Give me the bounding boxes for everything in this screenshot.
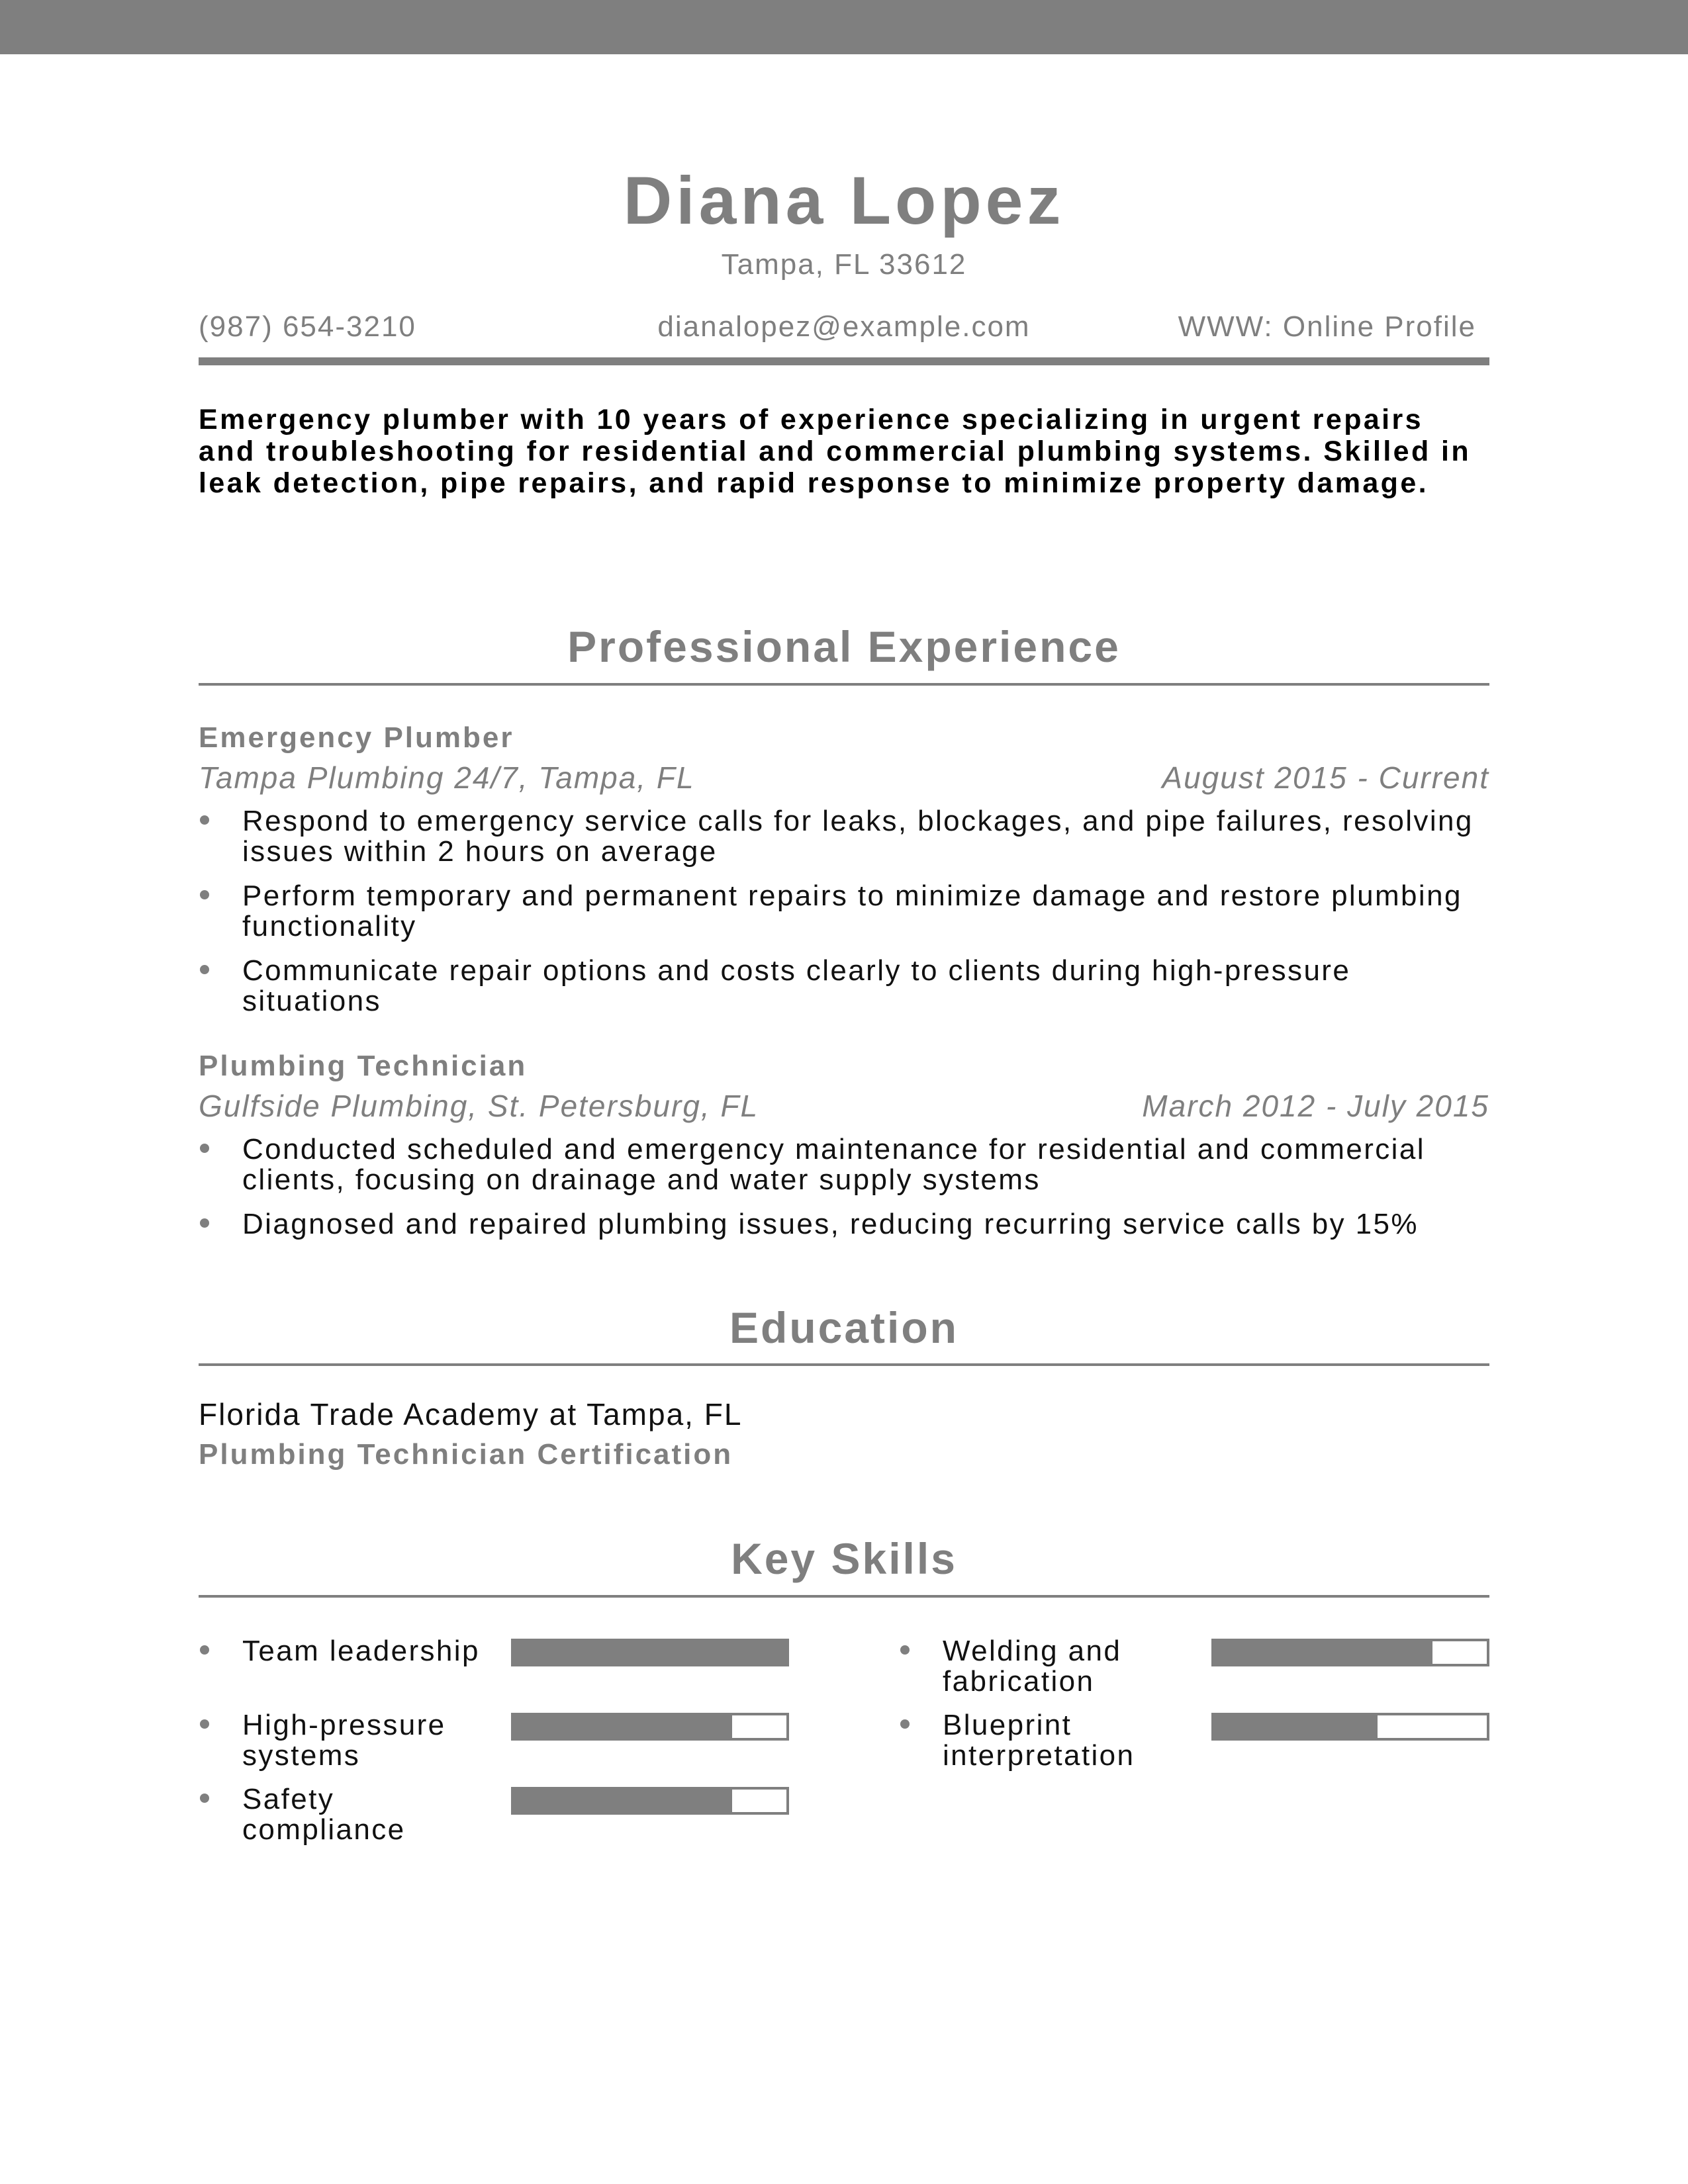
bullet-icon — [900, 1645, 910, 1655]
job-bullet — [199, 956, 1489, 1017]
education-divider — [199, 1363, 1489, 1366]
job-company: Gulfside Plumbing, St. Petersburg, FL — [199, 1089, 759, 1123]
job-title: Emergency Plumber — [199, 721, 514, 754]
email-link[interactable]: dianalopez@example.com — [657, 310, 1031, 343]
job-bullets — [199, 806, 1489, 1017]
skill-label: Blueprint interpretation — [943, 1709, 1135, 1772]
skill-level-fill — [1214, 1641, 1432, 1664]
job-bullets — [199, 1134, 1489, 1240]
skill-level-bar — [1211, 1639, 1489, 1666]
job-bullet-text: Conducted scheduled and emergency maintenance for residential and commercial clients, focusing on drainage and water supply systems — [242, 1133, 1425, 1196]
bullet-icon — [200, 1144, 209, 1153]
job-bullet — [199, 881, 1489, 942]
bullet-icon — [200, 1794, 209, 1803]
experience-heading: Professional Experience — [567, 622, 1121, 671]
job-title: Plumbing Technician — [199, 1050, 528, 1082]
job-bullet-text: Perform temporary and permanent repairs to minimize damage and restore plumbing functionality — [242, 880, 1462, 942]
job-bullet-text: Respond to emergency service calls for leaks, blockages, and pipe failures, resolving issues within 2 hours on average — [242, 805, 1474, 868]
candidate-name: Diana Lopez — [623, 163, 1065, 238]
bullet-icon — [900, 1719, 910, 1729]
skill-level-fill — [1214, 1715, 1378, 1738]
contact-row — [199, 312, 1489, 352]
skill-level-fill — [514, 1715, 732, 1738]
candidate-address: Tampa, FL 33612 — [721, 248, 967, 281]
skill-item — [899, 1710, 1495, 1776]
bullet-icon — [200, 890, 209, 899]
education-school: Florida Trade Academy at Tampa, FL — [199, 1397, 743, 1432]
skill-item — [199, 1710, 794, 1776]
job-dates: March 2012 - July 2015 — [1142, 1089, 1489, 1123]
bullet-icon — [200, 1218, 209, 1228]
skill-level-fill — [514, 1790, 732, 1812]
skill-label: Welding and fabrication — [943, 1635, 1122, 1698]
skill-level-bar — [511, 1713, 789, 1741]
skill-label: High-pressure systems — [242, 1709, 446, 1772]
job-meta — [199, 1085, 1489, 1126]
job-bullet-text: Communicate repair options and costs clearly to clients during high-pressure situations — [242, 954, 1351, 1017]
job-entry — [199, 719, 1489, 1030]
bullet-icon — [200, 1645, 209, 1655]
skill-level-bar — [1211, 1713, 1489, 1741]
education-heading: Education — [729, 1303, 959, 1352]
job-meta — [199, 757, 1489, 798]
skill-item — [899, 1636, 1495, 1702]
website-link[interactable]: WWW: Online Profile — [1178, 310, 1476, 343]
skill-level-bar — [511, 1639, 789, 1666]
job-bullet-text: Diagnosed and repaired plumbing issues, reducing recurring service calls by 15% — [242, 1208, 1419, 1240]
job-bullet — [199, 1134, 1489, 1195]
top-banner — [0, 0, 1688, 54]
skill-label: Safety compliance — [242, 1783, 406, 1846]
skill-item — [199, 1784, 794, 1850]
education-degree: Plumbing Technician Certification — [199, 1438, 733, 1471]
job-dates: August 2015 - Current — [1162, 760, 1489, 795]
skills-heading: Key Skills — [731, 1534, 957, 1583]
skill-item — [199, 1636, 794, 1702]
skills-divider — [199, 1595, 1489, 1598]
bullet-icon — [200, 1719, 209, 1729]
experience-divider — [199, 683, 1489, 686]
job-bullet — [199, 806, 1489, 867]
bullet-icon — [200, 815, 209, 825]
phone-number: (987) 654-3210 — [199, 310, 416, 343]
professional-summary: Emergency plumber with 10 years of experience specializing in urgent repairs and troubleshooting for residential and commercial plumbing systems. Skilled in leak detection, pipe repairs, and rapid response to minimize property damage. — [199, 404, 1472, 499]
header-divider — [199, 357, 1489, 365]
job-entry — [199, 1047, 1489, 1253]
job-bullet — [199, 1209, 1489, 1240]
skill-level-bar — [511, 1787, 789, 1815]
skill-level-fill — [514, 1641, 786, 1664]
skill-label: Team leadership — [242, 1635, 480, 1667]
bullet-icon — [200, 965, 209, 974]
job-company: Tampa Plumbing 24/7, Tampa, FL — [199, 760, 695, 795]
